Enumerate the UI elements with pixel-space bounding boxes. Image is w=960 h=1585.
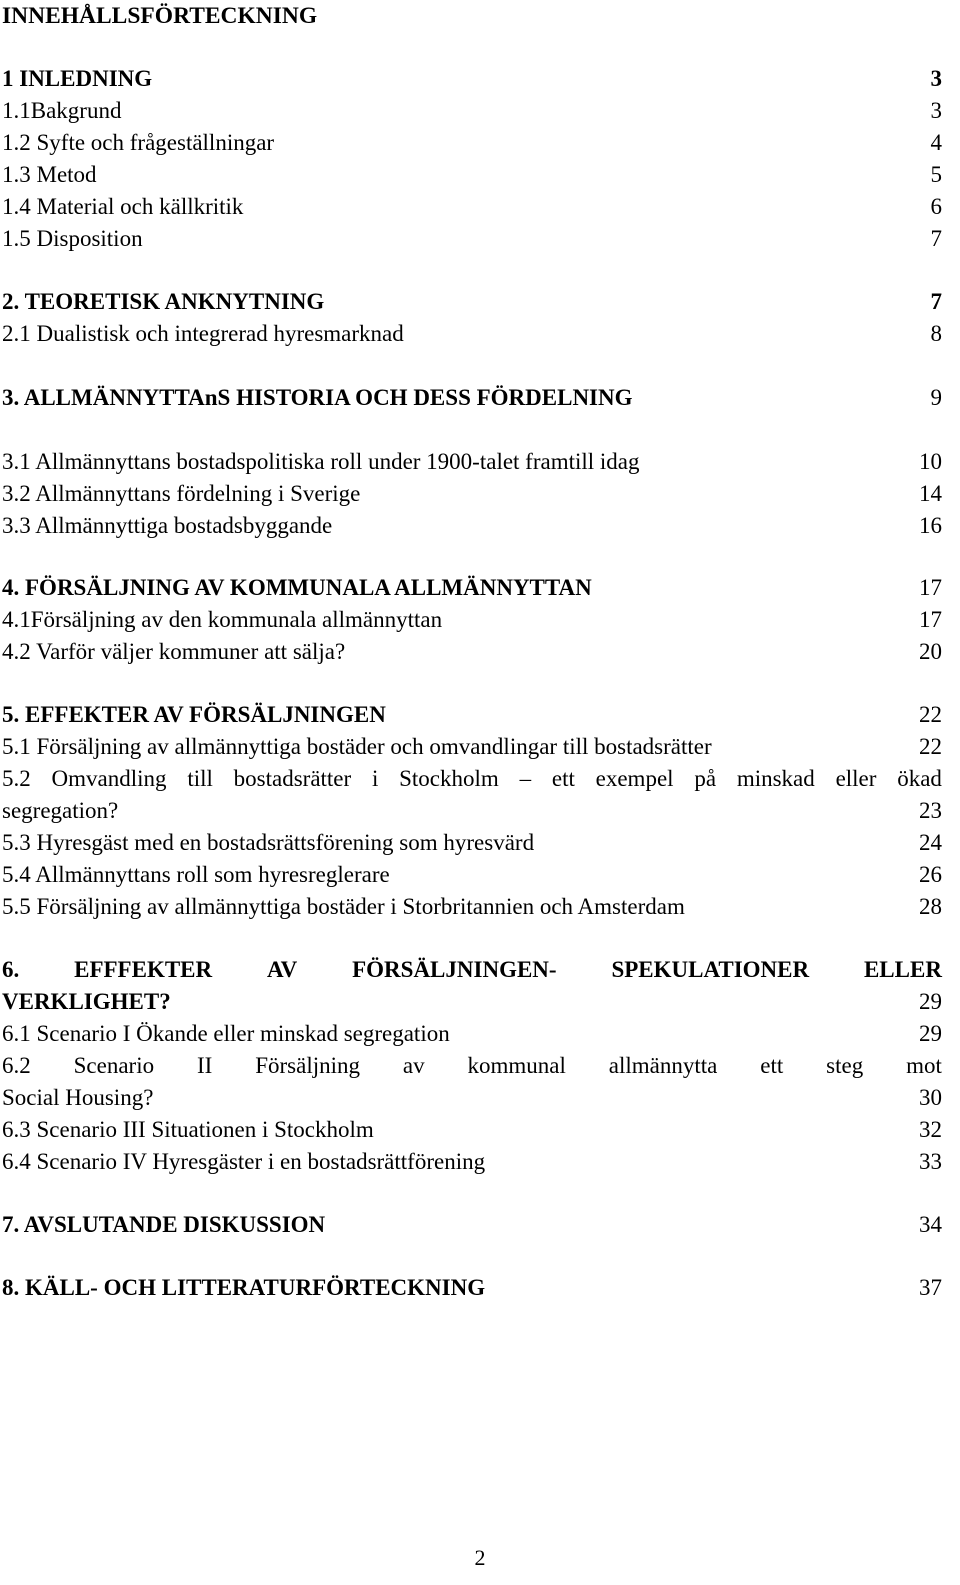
toc-entry: [2, 986, 942, 1018]
toc-entry: [2, 191, 942, 223]
toc-entry-text: VERKLIGHET?: [2, 989, 171, 1014]
toc-entry: [2, 510, 942, 542]
toc-entry-text: segregation?: [2, 798, 119, 823]
toc-word: exempel: [595, 766, 674, 791]
toc-word: till: [187, 766, 213, 791]
toc-entry-page: 14: [919, 481, 942, 506]
toc-word: ett: [551, 766, 575, 791]
toc-entry-page: 7: [930, 226, 942, 251]
toc-entry: [2, 286, 942, 318]
toc-entry-text: 1.3 Metod: [2, 162, 97, 187]
toc-word: 6.: [2, 957, 20, 982]
toc-entry-page: 28: [919, 894, 942, 919]
toc-entry-line1: [2, 763, 942, 795]
toc-entry-page: 34: [919, 1212, 942, 1237]
toc-entry: [2, 63, 942, 95]
toc-entry-text: 1.2 Syfte och frågeställningar: [2, 130, 275, 155]
toc-word: Scenario: [73, 1053, 155, 1078]
toc-entry: [2, 382, 942, 414]
toc-entry: [2, 572, 942, 604]
toc-word: FÖRSÄLJNINGEN-: [352, 957, 557, 982]
toc-entry-page: 33: [919, 1149, 942, 1174]
toc-entry: [2, 795, 942, 827]
toc-word: i: [371, 766, 379, 791]
toc-entry-line1: [2, 1050, 942, 1082]
toc-entry-page: 5: [930, 162, 942, 187]
toc-word: ett: [760, 1053, 784, 1078]
toc-entry-page: 29: [919, 1021, 942, 1046]
toc-word: AV: [266, 957, 298, 982]
toc-entry-text: 5.4 Allmännyttans roll som hyresreglerare: [2, 862, 390, 887]
toc-entry-text: 1.5 Disposition: [2, 226, 143, 251]
toc-word: allmännytta: [608, 1053, 718, 1078]
toc-entry-text: 4. FÖRSÄLJNING AV KOMMUNALA ALLMÄNNYTTAN: [2, 575, 592, 600]
toc-entry-text: 1.1Bakgrund: [2, 98, 122, 123]
toc-word: ökad: [897, 766, 942, 791]
toc-entry-text: 1 INLEDNING: [2, 66, 153, 91]
toc-entry-text: 8. KÄLL- OCH LITTERATURFÖRTECKNING: [2, 1275, 486, 1300]
toc-entry: [2, 699, 942, 731]
toc-entry: [2, 827, 942, 859]
toc-entry: [2, 1114, 942, 1146]
toc-entry-text: 3.2 Allmännyttans fördelning i Sverige: [2, 481, 361, 506]
toc-entry-page: 20: [919, 639, 942, 664]
toc-entry-text: 6.3 Scenario III Situationen i Stockholm: [2, 1117, 374, 1142]
toc-entry-page: 37: [919, 1275, 942, 1300]
toc-entry-page: 8: [930, 321, 942, 346]
toc-entry: [2, 1146, 942, 1178]
toc-word: EFFFEKTER: [74, 957, 213, 982]
toc-word: mot: [906, 1053, 942, 1078]
toc-entry-page: 3: [930, 98, 942, 123]
toc-entry: [2, 859, 942, 891]
toc-word: II: [197, 1053, 213, 1078]
toc-entry-page: 32: [919, 1117, 942, 1142]
toc-entry-page: 17: [919, 575, 942, 600]
toc-word: eller: [835, 766, 877, 791]
toc-word: Försäljning: [255, 1053, 360, 1078]
toc-entry: [2, 1272, 942, 1304]
page-number: 2: [474, 1545, 486, 1570]
toc-word: på: [694, 766, 717, 791]
toc-word: Stockholm: [399, 766, 499, 791]
toc-entry: [2, 159, 942, 191]
toc-entry-page: 4: [930, 130, 942, 155]
toc-entry: [2, 1018, 942, 1050]
toc-entry: [2, 223, 942, 255]
toc-word: 6.2: [2, 1053, 31, 1078]
toc-word: av: [402, 1053, 425, 1078]
toc-word: minskad: [736, 766, 815, 791]
toc-entry-text: 3. ALLMÄNNYTTAnS HISTORIA OCH DESS FÖRDELNING: [2, 385, 633, 410]
toc-entry-page: 9: [930, 385, 942, 410]
toc-entry-text: 3.3 Allmännyttiga bostadsbyggande: [2, 513, 333, 538]
toc-entry: [2, 95, 942, 127]
toc-entry-page: 6: [930, 194, 942, 219]
toc-entry-text: 5.5 Försäljning av allmännyttiga bostäder i Storbritannien och Amsterdam: [2, 894, 685, 919]
toc-entry: [2, 604, 942, 636]
toc-word: bostadsrätter: [233, 766, 352, 791]
toc-word: Omvandling: [51, 766, 167, 791]
toc-entry-text: 1.4 Material och källkritik: [2, 194, 244, 219]
toc-entry: [2, 1082, 942, 1114]
toc-entry-text: 2. TEORETISK ANKNYTNING: [2, 289, 325, 314]
toc-entry-text: 7. AVSLUTANDE DISKUSSION: [2, 1212, 326, 1237]
toc-entry: [2, 731, 942, 763]
toc-word: kommunal: [467, 1053, 566, 1078]
toc-entry-text: 3.1 Allmännyttans bostadspolitiska roll under 1900-talet framtill idag: [2, 449, 640, 474]
toc-entry-line1: [2, 954, 942, 986]
toc-title: INNEHÅLLSFÖRTECKNING: [2, 3, 318, 29]
toc-entry-text: 5.1 Försäljning av allmännyttiga bostäder och omvandlingar till bostadsrätter: [2, 734, 712, 759]
toc-word: –: [519, 766, 532, 791]
toc-entry-page: 17: [919, 607, 942, 632]
toc-entry: [2, 127, 942, 159]
toc-entry-page: 7: [930, 289, 942, 314]
toc-word: 5.2: [2, 766, 31, 791]
toc-entry: [2, 478, 942, 510]
toc-entry-page: 16: [919, 513, 942, 538]
toc-entry: [2, 891, 942, 923]
toc-entry-text: 2.1 Dualistisk och integrerad hyresmarknad: [2, 321, 404, 346]
toc-entry: [2, 1209, 942, 1241]
toc-entry-text: 4.1Försäljning av den kommunala allmännyttan: [2, 607, 443, 632]
toc-entry: [2, 636, 942, 668]
toc-entry-text: Social Housing?: [2, 1085, 154, 1110]
toc-entry-page: 26: [919, 862, 942, 887]
toc-entry-page: 29: [919, 989, 942, 1014]
toc-entry-page: 3: [930, 66, 942, 91]
toc-word: steg: [826, 1053, 864, 1078]
toc-entry-text: 5.3 Hyresgäst med en bostadsrättsförening som hyresvärd: [2, 830, 535, 855]
toc-entry: [2, 318, 942, 350]
toc-word: SPEKULATIONER: [611, 957, 810, 982]
toc-entry-page: 22: [919, 734, 942, 759]
toc-entry-page: 24: [919, 830, 942, 855]
toc-entry: [2, 446, 942, 478]
toc-entry-page: 22: [919, 702, 942, 727]
toc-word: ELLER: [863, 957, 942, 982]
toc-entry-page: 30: [919, 1085, 942, 1110]
toc-entry-text: 5. EFFEKTER AV FÖRSÄLJNINGEN: [2, 702, 386, 727]
toc-entry-text: 4.2 Varför väljer kommuner att sälja?: [2, 639, 346, 664]
toc-entry-text: 6.1 Scenario I Ökande eller minskad segregation: [2, 1021, 450, 1046]
toc-entry-page: 10: [919, 449, 942, 474]
toc-entry-text: 6.4 Scenario IV Hyresgäster i en bostadsrättförening: [2, 1149, 486, 1174]
toc-entry-page: 23: [919, 798, 942, 823]
